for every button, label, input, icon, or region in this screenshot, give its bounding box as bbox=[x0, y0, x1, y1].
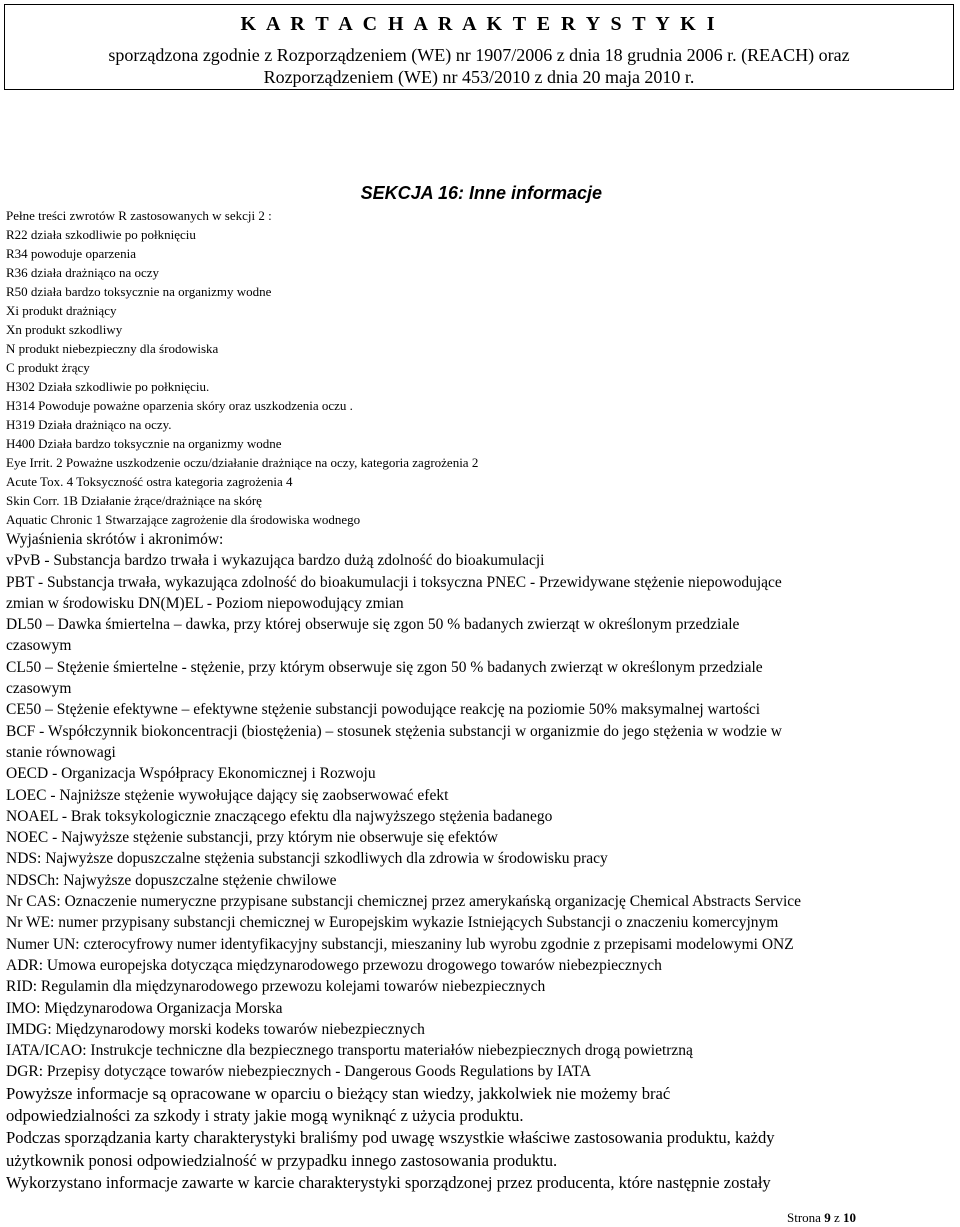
text-line: odpowiedzialności za szkody i straty jakie mogą wyniknąć z użycia produktu. bbox=[6, 1106, 524, 1126]
text-line: Xn produkt szkodliwy bbox=[6, 322, 123, 337]
regulation-line-1: sporządzona zgodnie z Rozporządzeniem (WE) nr 1907/2006 z dnia 18 grudnia 2006 r. (REACH) oraz bbox=[108, 45, 850, 65]
text-line: Aquatic Chronic 1 Stwarzające zagrożenie dla środowiska wodnego bbox=[6, 512, 361, 527]
abbreviations-list bbox=[6, 529, 954, 1083]
text-line: Podczas sporządzania karty charakterystyki braliśmy pod uwagę wszystkie właściwe zastosowania produktu, każdy bbox=[6, 1128, 775, 1148]
text-line: DGR: Przepisy dotyczące towarów niebezpiecznych - Dangerous Goods Regulations by IATA bbox=[6, 1063, 592, 1081]
section-title: SEKCJA 16: Inne informacje bbox=[360, 183, 602, 203]
text-line: CL50 – Stężenie śmiertelne - stężenie, przy którym obserwuje się zgon 50 % badanych zwierząt w określonym przedziale bbox=[6, 658, 763, 676]
page-label: Strona bbox=[787, 1210, 821, 1225]
text-line: H400 Działa bardzo toksycznie na organizmy wodne bbox=[6, 436, 282, 451]
page-total: 10 bbox=[843, 1210, 856, 1225]
text-line: H302 Działa szkodliwie po połknięciu. bbox=[6, 379, 210, 394]
document-header bbox=[4, 4, 954, 90]
text-line: PBT - Substancja trwała, wykazująca zdolność do bioakumulacji i toksyczna PNEC - Przewidywane stężenie niepowodujące bbox=[6, 573, 782, 591]
text-line: R22 działa szkodliwie po połknięciu bbox=[6, 227, 196, 242]
text-line: NDSCh: Najwyższe dopuszczalne stężenie chwilowe bbox=[6, 871, 337, 889]
text-line: NOAEL - Brak toksykologicznie znaczącego efektu dla najwyższego stężenia badanego bbox=[6, 807, 553, 825]
text-line: Nr CAS: Oznaczenie numeryczne przypisane substancji chemicznej przez amerykańską organizację Chemical Abstracts Service bbox=[6, 893, 802, 911]
page-sep: z bbox=[833, 1210, 840, 1225]
text-line: Wyjaśnienia skrótów i akronimów: bbox=[6, 531, 224, 548]
text-line: IATA/ICAO: Instrukcje techniczne dla bezpiecznego transportu materiałów niebezpiecznych drogą powietrzną bbox=[6, 1042, 693, 1060]
text-line: R50 działa bardzo toksycznie na organizmy wodne bbox=[6, 284, 272, 299]
text-line: zmian w środowisku DN(M)EL - Poziom niepowodujący zmian bbox=[6, 594, 404, 612]
text-line: R34 powoduje oparzenia bbox=[6, 246, 136, 261]
text-line: stanie równowagi bbox=[6, 743, 116, 761]
text-line: użytkownik ponosi odpowiedzialność w przypadku innego zastosowania produktu. bbox=[6, 1150, 558, 1170]
page-current: 9 bbox=[824, 1210, 831, 1225]
text-line: czasowym bbox=[6, 680, 72, 698]
closing-notes bbox=[6, 1083, 954, 1194]
text-line: Numer UN: czterocyfrowy numer identyfikacyjny substancji, mieszaniny lub wyrobu zgodnie z przepisami modelowymi ONZ bbox=[6, 935, 794, 953]
document-title: K A R T A C H A R A K T E R Y S T Y K I bbox=[240, 13, 718, 35]
text-line: Wykorzystano informacje zawarte w karcie charakterystyki sporządzonej przez producenta, które następnie zostały bbox=[6, 1172, 771, 1192]
text-line: N produkt niebezpieczny dla środowiska bbox=[6, 341, 219, 356]
text-line: NOEC - Najwyższe stężenie substancji, przy którym nie obserwuje się efektów bbox=[6, 829, 498, 847]
text-line: CE50 – Stężenie efektywne – efektywne stężenie substancji powodujące reakcję na poziomie 50% maksymalnej wartości bbox=[6, 701, 761, 719]
page-number bbox=[787, 1210, 856, 1226]
text-line: LOEC - Najniższe stężenie wywołujące dający się zaobserwować efekt bbox=[6, 786, 449, 804]
text-line: RID: Regulamin dla międzynarodowego przewozu kolejami towarów niebezpiecznych bbox=[6, 978, 546, 996]
text-line: DL50 – Dawka śmiertelna – dawka, przy której obserwuje się zgon 50 % badanych zwierząt w określonym przedziale bbox=[6, 616, 740, 634]
text-line: vPvB - Substancja bardzo trwała i wykazująca bardzo dużą zdolność do bioakumulacji bbox=[6, 552, 545, 570]
text-line: czasowym bbox=[6, 637, 72, 655]
text-line: Nr WE: numer przypisany substancji chemicznej w Europejskim wykazie Istniejących Substancji o znaczeniu komercyjnym bbox=[6, 914, 779, 932]
text-line: Pełne treści zwrotów R zastosowanych w sekcji 2 : bbox=[6, 208, 272, 223]
text-line: OECD - Organizacja Współpracy Ekonomicznej i Rozwoju bbox=[6, 765, 376, 783]
section-content bbox=[6, 180, 954, 1194]
text-line: ADR: Umowa europejska dotycząca międzynarodowego przewozu drogowego towarów niebezpiecznych bbox=[6, 956, 662, 974]
text-line: IMO: Międzynarodowa Organizacja Morska bbox=[6, 999, 283, 1017]
text-line: BCF - Współczynnik biokoncentracji (biostężenia) – stosunek stężenia substancji w organizmie do jego stężenia w wodzie w bbox=[6, 722, 782, 740]
regulation-line-2: Rozporządzeniem (WE) nr 453/2010 z dnia 20 maja 2010 r. bbox=[263, 67, 695, 87]
text-line: C produkt żrący bbox=[6, 360, 90, 375]
text-line: Eye Irrit. 2 Poważne uszkodzenie oczu/działanie drażniące na oczy, kategoria zagrożenia 2 bbox=[6, 455, 479, 470]
text-line: H319 Działa drażniąco na oczy. bbox=[6, 417, 172, 432]
text-line: H314 Powoduje poważne oparzenia skóry oraz uszkodzenia oczu . bbox=[6, 398, 353, 413]
text-line: Acute Tox. 4 Toksyczność ostra kategoria zagrożenia 4 bbox=[6, 474, 293, 489]
text-line: Powyższe informacje są opracowane w oparciu o bieżący stan wiedzy, jakkolwiek nie możemy brać bbox=[6, 1083, 671, 1103]
text-line: NDS: Najwyższe dopuszczalne stężenia substancji szkodliwych dla zdrowia w środowisku pracy bbox=[6, 850, 608, 868]
r-phrases-list bbox=[6, 206, 954, 529]
text-line: Xi produkt drażniący bbox=[6, 303, 117, 318]
text-line: R36 działa drażniąco na oczy bbox=[6, 265, 160, 280]
text-line: IMDG: Międzynarodowy morski kodeks towarów niebezpiecznych bbox=[6, 1020, 425, 1038]
text-line: Skin Corr. 1B Działanie żrące/drażniące na skórę bbox=[6, 493, 262, 508]
